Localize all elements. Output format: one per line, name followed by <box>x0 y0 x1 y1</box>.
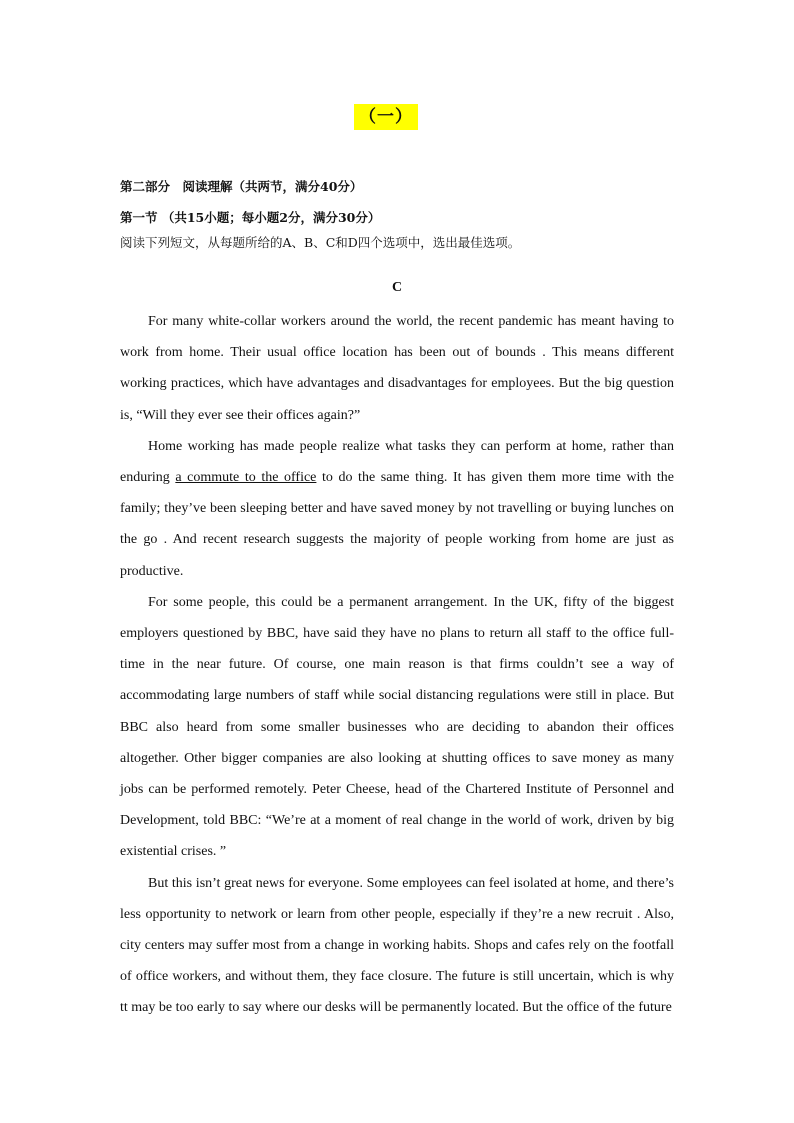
directions-text: 阅读下列短文，从每题所给的A、B、C和D四个选项中，选出最佳选项。 <box>120 235 521 250</box>
paragraph-1: For many white-collar workers around the world, the recent pandemic has meant having to work from home. Their usual office location has been out of bounds . This means different working practices, which have advantages and disadvantages for employees. But the big question is, “Will they ever see their offices again?” <box>120 314 674 423</box>
paragraph-2-text-b: to do the same thing. It has given them more time with the family; they’ve been sleeping better and have saved money by not travelling or buying lunches on the go . And recent research suggests the majority of people working from home are just as productive. <box>120 470 675 579</box>
reading-passage <box>120 306 674 1024</box>
section-heading: 第一节 （共15小题；每小题2分，满分30分） <box>120 210 381 225</box>
paragraph-2 <box>120 431 674 587</box>
underlined-phrase: a commute to the office <box>175 470 317 486</box>
section-number-badge: （一） <box>354 104 418 130</box>
paragraph-2-text-a: Home working has made people realize what tasks they can perform at home, rather than enduring <box>120 438 674 486</box>
passage-letter: C <box>391 280 403 295</box>
paragraph-3: For some people, this could be a permanent arrangement. In the UK, fifty of the biggest employers questioned by BBC, have said they have no plans to return all staff to the office full-time in the near future. Of course, one main reason is that firms couldn’t see a way of accommodating large numbers of staff while social distancing regulations were still in place. But BBC also heard from some smaller businesses who are deciding to abandon their offices altogether. Other bigger companies are also looking at shutting offices to save money as many jobs can be performed remotely. Peter Cheese, head of the Chartered Institute of Personnel and Development, told BBC: “We’re at a moment of real change in the world of work, driven by big existential crises. ” <box>120 594 674 860</box>
paragraph-4: But this isn’t great news for everyone. Some employees can feel isolated at home, and there’s less opportunity to network or learn from other people, especially if they’re a new recruit . Also, city centers may suffer most from a change in working habits. Shops and cafes rely on the footfall of office workers, and without them, they face closure. The future is still uncertain, which is why tt may be too early to say where our desks will be permanently located. But the office of the future <box>120 875 674 1016</box>
part-heading: 第二部分 阅读理解（共两节，满分40分） <box>120 179 363 194</box>
